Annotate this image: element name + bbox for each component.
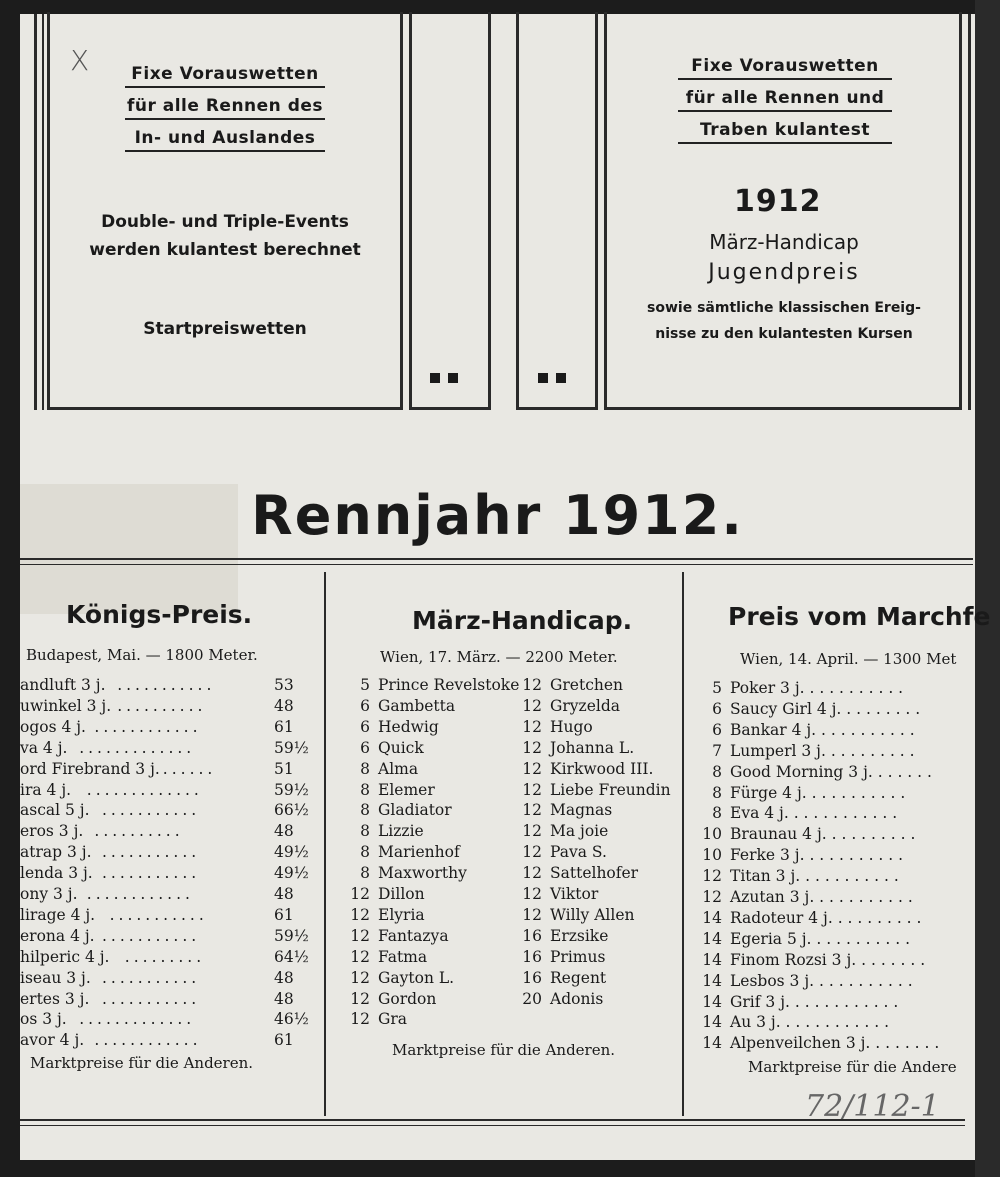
leader-dots: . . . . . . . . . <box>826 825 916 844</box>
column-title-preis-vom-marchfeld: Preis vom Marchfe <box>728 602 991 631</box>
entry-name: Hugo <box>550 717 593 736</box>
clipping-sheet <box>20 14 991 1160</box>
ad-right-event-2: Jugendpreis <box>708 260 860 285</box>
entry-odds: 6 <box>360 738 370 757</box>
list-item <box>334 759 514 780</box>
entry-name: va 4 j. <box>20 738 68 757</box>
ad-right-event-1: März-Handicap <box>709 230 859 254</box>
entry-name: eros 3 j. <box>20 822 84 841</box>
entry-odds: 48 <box>274 885 294 903</box>
leader-dots: . . . . . . . . . <box>825 741 915 760</box>
list-item <box>518 800 678 821</box>
entry-odds: 8 <box>712 783 722 802</box>
leader-dots: ............ <box>94 1031 202 1050</box>
leader-dots: ............. <box>79 1010 196 1029</box>
entry-name: atrap 3 j. <box>20 843 92 862</box>
entry-odds: 12 <box>350 926 370 945</box>
entry-odds: 10 <box>702 825 722 844</box>
table-row <box>692 950 967 971</box>
entry-odds: 12 <box>702 888 722 906</box>
entry-name: Quick <box>378 738 424 757</box>
entry-name: andluft 3 j. <box>20 676 106 694</box>
ad-right-line-1: Fixe Vorauswetten <box>678 56 892 80</box>
ad-box-small-right <box>516 12 598 410</box>
table-row <box>692 971 967 992</box>
ad-left-text-2: werden kulantest berechnet <box>89 240 361 260</box>
leader-dots: .......... <box>94 822 184 841</box>
leader-dots: . . . . . . . . . . <box>804 679 904 697</box>
entry-odds: 6 <box>360 717 370 736</box>
entry-odds: 14 <box>702 971 722 990</box>
column-footnote: Marktpreise für die Anderen. <box>392 1041 616 1059</box>
entry-name: Marienhof <box>378 843 460 862</box>
entry-odds: 12 <box>522 864 542 883</box>
ad-right-text-2: nisse zu den kulantesten Kursen <box>655 326 913 342</box>
entry-odds: 12 <box>350 905 370 924</box>
table-row <box>20 821 305 842</box>
entry-odds: 8 <box>360 843 370 862</box>
entry-odds: 5 <box>360 676 370 694</box>
entry-name: Pava S. <box>550 843 607 862</box>
entry-name: Sattelhofer <box>550 864 639 883</box>
entry-odds: 12 <box>522 885 542 903</box>
entry-odds: 12 <box>350 885 370 903</box>
entry-name: Elyria <box>378 905 425 924</box>
table-row <box>692 783 967 804</box>
entry-odds: 14 <box>702 950 722 969</box>
table-row <box>20 863 309 884</box>
leader-dots: . . . . . . . <box>856 950 926 969</box>
entry-odds: 46½ <box>274 1010 309 1029</box>
table-row <box>692 929 967 950</box>
column-title-koenigs-preis: Königs-Preis. <box>66 600 253 629</box>
entry-name: Radoteur 4 j. <box>730 908 833 927</box>
entry-name: ord Firebrand 3 j. <box>20 759 160 778</box>
leader-dots: ............. <box>79 738 196 757</box>
frame-line <box>968 14 971 410</box>
leader-dots: . . . . . . . . . . <box>800 867 899 886</box>
leader-dots: . . . . . . . . . . <box>814 888 913 906</box>
entry-odds: 64½ <box>274 947 309 966</box>
entry-odds: 12 <box>350 1010 370 1029</box>
table-row <box>20 1009 309 1030</box>
entry-name: Fürge 4 j. <box>730 783 807 802</box>
entry-name: Willy Allen <box>550 905 635 924</box>
entry-odds: 48 <box>274 822 294 841</box>
table-row <box>20 759 305 780</box>
column-divider <box>682 572 684 1116</box>
list-item <box>334 884 514 905</box>
entry-odds: 61 <box>274 717 294 736</box>
entry-name: Alpenveilchen 3 j. <box>730 1034 871 1053</box>
entry-odds: 12 <box>350 989 370 1008</box>
table-row <box>692 992 967 1013</box>
entry-name: avor 4 j. <box>20 1031 85 1050</box>
leader-dots: . . . . . . . . . <box>832 908 922 927</box>
entry-odds: 66½ <box>274 801 309 820</box>
entry-name: os 3 j. <box>20 1010 67 1029</box>
table-row <box>692 866 967 887</box>
list-item <box>518 738 678 759</box>
ad-left-line-3: In- und Auslandes <box>125 128 325 152</box>
rule-top <box>20 558 973 560</box>
table-row <box>20 884 305 905</box>
list-item <box>334 863 514 884</box>
column-subtitle: Budapest, Mai. — 1800 Meter. <box>26 646 258 664</box>
leader-dots: . . . . . . . . . . <box>806 783 906 802</box>
table-row <box>692 1033 967 1054</box>
entry-odds: 12 <box>522 696 542 715</box>
entry-odds: 5 <box>712 679 722 697</box>
ad-right-line-3: Traben kulantest <box>678 120 892 144</box>
entry-odds: 8 <box>360 822 370 841</box>
entry-name: Gambetta <box>378 696 456 715</box>
entry-odds: 10 <box>702 846 722 865</box>
table-row <box>20 675 305 696</box>
table-row <box>692 887 967 908</box>
list-item <box>334 717 514 738</box>
entry-name: iseau 3 j. <box>20 968 91 987</box>
entry-name: ascal 5 j. <box>20 801 90 820</box>
ad-right-line-2: für alle Rennen und <box>678 88 892 112</box>
list-item <box>518 717 678 738</box>
entry-name: Regent <box>550 968 607 987</box>
entry-name: Viktor <box>550 885 599 903</box>
entry-name: Johanna L. <box>550 738 635 757</box>
list-item <box>518 780 678 801</box>
entry-name: Ferke 3 j. <box>730 846 805 865</box>
column-subtitle: Wien, 14. April. — 1300 Met <box>740 650 957 668</box>
entry-odds: 16 <box>522 968 542 987</box>
entry-odds: 8 <box>360 759 370 778</box>
entry-name: ertes 3 j. <box>20 989 90 1008</box>
table-row <box>20 842 309 863</box>
list-item <box>518 905 678 926</box>
entry-odds: 12 <box>702 867 722 886</box>
entry-name: Lizzie <box>378 822 424 841</box>
table-row <box>20 947 309 968</box>
entry-name: Kirkwood III. <box>550 759 654 778</box>
entry-name: Poker 3 j. <box>730 679 805 697</box>
rule-bottom-thin <box>20 1125 965 1126</box>
leader-dots: ...... <box>162 759 217 778</box>
ad-left-line-2: für alle Rennen des <box>125 96 325 120</box>
entry-odds: 12 <box>350 947 370 966</box>
list-item <box>334 926 514 947</box>
entry-name: hilperic 4 j. <box>20 947 110 966</box>
entry-name: Fatma <box>378 947 428 966</box>
ad-box-small-left <box>409 12 491 410</box>
list-item <box>518 696 678 717</box>
entry-odds: 12 <box>522 780 542 799</box>
list-item <box>518 842 678 863</box>
list-item <box>334 968 514 989</box>
entry-name: Liebe Freundin <box>550 780 671 799</box>
entry-name: Maxworthy <box>378 864 467 883</box>
entry-odds: 49½ <box>274 843 309 862</box>
page-title: Rennjahr 1912. <box>251 484 744 547</box>
frame-line <box>34 14 37 410</box>
ad-right-text-1: sowie sämtliche klassischen Ereig- <box>647 300 921 316</box>
frame-line <box>42 14 44 410</box>
leader-dots: ........... <box>102 926 201 945</box>
leader-dots: ............ <box>94 717 202 736</box>
table-row <box>692 741 967 762</box>
leader-dots: . . . . . . . . . . <box>804 846 904 865</box>
list-item <box>334 842 514 863</box>
entry-odds: 48 <box>274 968 294 987</box>
table-row <box>20 905 305 926</box>
leader-dots: ........... <box>117 676 216 694</box>
ad-left-text-1: Double- und Triple-Events <box>101 212 349 232</box>
list-item <box>334 821 514 842</box>
entry-odds: 8 <box>712 804 722 823</box>
entry-odds: 12 <box>522 905 542 924</box>
leader-dots: . . . . . . . . . . . <box>788 804 898 823</box>
list-item <box>334 738 514 759</box>
leader-dots: . . . . . . . . <box>841 699 921 718</box>
entry-name: Elemer <box>378 780 435 799</box>
entry-name: Gordon <box>378 989 437 1008</box>
entry-name: Primus <box>550 947 606 966</box>
table-row <box>692 1012 967 1033</box>
leader-dots: ........... <box>102 989 201 1008</box>
entry-name: lenda 3 j. <box>20 864 93 883</box>
entry-odds: 7 <box>712 741 722 760</box>
rule-top-thin <box>20 564 973 565</box>
leader-dots: ........... <box>102 801 201 820</box>
entry-name: Gra <box>378 1010 408 1029</box>
entry-odds: 49½ <box>274 864 309 883</box>
column-divider <box>324 572 326 1116</box>
entry-name: Ma joie <box>550 822 609 841</box>
entry-odds: 59½ <box>274 738 309 757</box>
leader-dots: . . . . . . . . . . . <box>780 1013 890 1032</box>
entry-name: Magnas <box>550 801 613 820</box>
leader-dots: . . . . . . . <box>870 1034 940 1053</box>
list-item <box>518 863 678 884</box>
leader-dots: ........... <box>102 864 201 883</box>
entry-odds: 8 <box>360 801 370 820</box>
table-row <box>20 717 305 738</box>
entry-odds: 16 <box>522 947 542 966</box>
entry-name: Saucy Girl 4 j. <box>730 699 842 718</box>
entry-name: Dillon <box>378 885 425 903</box>
entry-name: Gretchen <box>550 676 624 694</box>
leader-dots: . . . . . . . . . . . <box>789 992 899 1011</box>
entry-odds: 12 <box>350 968 370 987</box>
leader-dots: ......... <box>124 947 206 966</box>
entry-odds: 59½ <box>274 780 309 799</box>
list-item <box>518 884 678 905</box>
leader-dots: ........... <box>102 843 201 862</box>
entry-name: Lesbos 3 j. <box>730 971 815 990</box>
entry-odds: 6 <box>712 720 722 739</box>
list-item <box>334 1009 514 1030</box>
leader-dots: ........... <box>102 968 201 987</box>
ad-left-line-1: Fixe Vorauswetten <box>125 64 325 88</box>
handwritten-x: X <box>70 44 90 77</box>
list-item <box>334 675 520 696</box>
table-row <box>692 762 967 783</box>
table-row <box>692 824 967 845</box>
entry-name: Adonis <box>550 989 604 1008</box>
entry-odds: 8 <box>360 780 370 799</box>
entry-name: ony 3 j. <box>20 885 78 903</box>
table-row <box>692 699 967 720</box>
leader-dots: ........... <box>109 905 208 924</box>
entry-odds: 12 <box>522 717 542 736</box>
entry-name: Erzsike <box>550 926 609 945</box>
entry-name: Prince Revelstoke <box>378 676 520 694</box>
archive-number: 72/112-1 <box>805 1089 940 1124</box>
entry-odds: 20 <box>522 989 542 1008</box>
entry-odds: 8 <box>360 864 370 883</box>
entry-odds: 14 <box>702 1034 722 1053</box>
background-edge <box>975 0 1000 1177</box>
entry-name: Au 3 j. <box>730 1013 781 1032</box>
entry-name: Alma <box>378 759 419 778</box>
square-ornament <box>538 373 548 383</box>
entry-odds: 59½ <box>274 926 309 945</box>
list-item <box>334 696 514 717</box>
table-row <box>692 845 967 866</box>
list-item <box>334 905 514 926</box>
entry-odds: 12 <box>522 676 542 694</box>
entry-name: lirage 4 j. <box>20 905 96 924</box>
entry-odds: 6 <box>712 699 722 718</box>
table-row <box>692 678 967 699</box>
leader-dots: . . . . . . <box>872 762 932 781</box>
table-row <box>20 968 305 989</box>
leader-dots: ............ <box>86 885 194 903</box>
entry-name: Good Morning 3 j. <box>730 762 873 781</box>
leader-dots: ............. <box>86 780 203 799</box>
entry-odds: 14 <box>702 908 722 927</box>
entry-name: Egeria 5 j. <box>730 929 812 948</box>
ad-right-year: 1912 <box>734 184 822 219</box>
entry-name: uwinkel 3 j. <box>20 696 112 715</box>
entry-odds: 61 <box>274 905 294 924</box>
entry-name: Azutan 3 j. <box>730 888 815 906</box>
column-subtitle: Wien, 17. März. — 2200 Meter. <box>380 648 618 666</box>
entry-odds: 6 <box>360 696 370 715</box>
table-row <box>20 1030 305 1051</box>
entry-name: Bankar 4 j. <box>730 720 817 739</box>
entry-odds: 8 <box>712 762 722 781</box>
list-item <box>334 780 514 801</box>
entry-odds: 12 <box>522 822 542 841</box>
table-row <box>20 989 305 1010</box>
entry-name: ogos 4 j. <box>20 717 86 736</box>
entry-name: erona 4 j. <box>20 926 95 945</box>
entry-odds: 12 <box>522 843 542 862</box>
leader-dots: . . . . . . . . . . <box>816 720 915 739</box>
table-row <box>20 738 309 759</box>
square-ornament <box>448 373 458 383</box>
table-row <box>20 926 309 947</box>
list-item <box>334 947 514 968</box>
entry-name: Hedwig <box>378 717 439 736</box>
table-row <box>20 800 309 821</box>
list-item <box>518 968 678 989</box>
table-row <box>20 696 305 717</box>
entry-name: Braunau 4 j. <box>730 825 827 844</box>
entry-name: ira 4 j. <box>20 780 72 799</box>
column-footnote: Marktpreise für die Anderen. <box>30 1054 254 1072</box>
entry-name: Titan 3 j. <box>730 867 801 886</box>
entry-name: Gryzelda <box>550 696 621 715</box>
entry-odds: 14 <box>702 1013 722 1032</box>
list-item <box>334 989 514 1010</box>
list-item <box>518 989 678 1010</box>
entry-name: Lumperl 3 j. <box>730 741 826 760</box>
entry-odds: 51 <box>274 759 294 778</box>
entry-odds: 12 <box>522 801 542 820</box>
list-item <box>518 947 678 968</box>
leader-dots: .......... <box>117 696 207 715</box>
list-item <box>518 675 678 696</box>
entry-odds: 61 <box>274 1031 294 1050</box>
entry-name: Fantazya <box>378 926 449 945</box>
entry-name: Gladiator <box>378 801 452 820</box>
entry-odds: 14 <box>702 929 722 948</box>
table-row <box>20 780 309 801</box>
entry-name: Eva 4 j. <box>730 804 789 823</box>
table-row <box>692 908 967 929</box>
entry-odds: 14 <box>702 992 722 1011</box>
list-item <box>518 821 678 842</box>
entry-odds: 48 <box>274 989 294 1008</box>
column-title-maerz-handicap: März-Handicap. <box>412 606 633 635</box>
leader-dots: . . . . . . . . . . <box>811 929 911 948</box>
table-row <box>692 803 967 824</box>
entry-name: Gayton L. <box>378 968 455 987</box>
entry-odds: 53 <box>274 676 294 694</box>
square-ornament <box>430 373 440 383</box>
list-item <box>518 759 678 780</box>
column-footnote: Marktpreise für die Andere <box>748 1058 957 1076</box>
table-row <box>692 720 967 741</box>
square-ornament <box>556 373 566 383</box>
entry-odds: 12 <box>522 738 542 757</box>
ad-left-text-3: Startpreiswetten <box>143 319 307 339</box>
leader-dots: . . . . . . . . . . <box>814 971 913 990</box>
entry-odds: 12 <box>522 759 542 778</box>
list-item <box>334 800 514 821</box>
entry-odds: 48 <box>274 696 294 715</box>
entry-odds: 16 <box>522 926 542 945</box>
entry-name: Grif 3 j. <box>730 992 790 1011</box>
entry-name: Finom Rozsi 3 j. <box>730 950 857 969</box>
list-item <box>518 926 678 947</box>
